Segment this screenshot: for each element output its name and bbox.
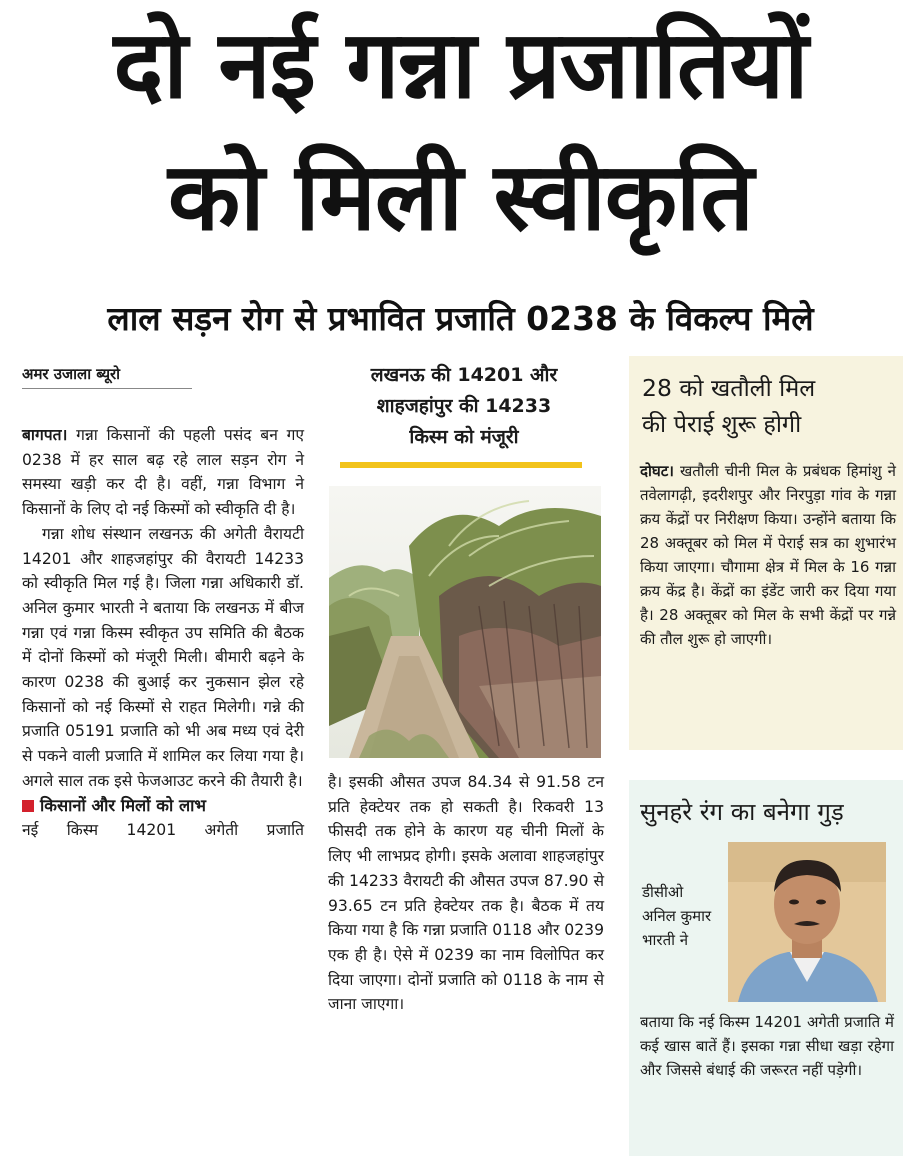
- subheadline: लाल सड़न रोग से प्रभावित प्रजाति 0238 के विकल्प मिले: [107, 299, 814, 338]
- article-paragraph-3-continued: है। इसकी औसत उपज 84.34 से 91.58 टन प्रति हेक्टेयर तक हो सकती है। रिकवरी 13 फीसदी तक होने के कारण यह चीनी मिलों के लिए भी लाभप्रद होगी। इसके अलावा शाहजहांपुर की 14233 वैरायटी की औसत उपज 87.90 से 93.65 टन प्रति हेक्टेयर तक है। बैठक में तय किया गया है कि गन्ना प्रजाति 0118 और 0239 एक ही है। ऐसे में 0239 का नाम विलोपित कर दिया जाएगा। दोनों प्रजाति को 0118 के नाम से जाना जाएगा।: [328, 773, 604, 1014]
- portrait-photo: [728, 842, 886, 1002]
- headline-line-1: दो नई गन्ना प्रजातियों: [113, 11, 808, 120]
- box1-title-line-1: 28 को खतौली मिल: [642, 374, 816, 402]
- box2-side-text: डीसीओ अनिल कुमार भारती ने: [642, 883, 712, 949]
- article-paragraph-1: गन्ना किसानों की पहली पसंद बन गए 0238 में हर साल बढ़ रहे लाल सड़न रोग ने समस्या खड़ी कर दी है। वहीं, गन्ना विभाग ने किसानों के लिए दो नई किस्मों को स्वीकृति दी है।: [22, 426, 304, 519]
- headline: [0, 0, 921, 264]
- photo-caption-line-3: किस्म को मंजूरी: [409, 426, 519, 448]
- box1-title-line-2: की पेराई शुरू होगी: [642, 410, 802, 438]
- photo-caption-line-1: लखनऊ की 14201 और: [370, 364, 558, 386]
- photo-caption: [330, 360, 598, 453]
- box1-text: खतौली चीनी मिल के प्रबंधक हिमांशु ने तवेलागढ़ी, इदरीशपुर और निरपुड़ा गांव के गन्ना क्रय केंद्रों पर निरीक्षण किया। उन्होंने बताया कि 28 अक्तूबर को मिल में पेराई सत्र का शुभारंभ किया जाएगा। चौगामा क्षेत्र में मिल के 16 गन्ना क्रय केंद्र है। केंद्रों का इंडेंट जारी कर दिया गया है। 28 अक्तूबर को मिल के सभी केंद्रों पर गन्ने की तौल शुरू हो जाएगी।: [640, 462, 896, 648]
- box2-title: सुनहरे रंग का बनेगा गुड़: [640, 798, 844, 826]
- article-paragraph-2: गन्ना शोध संस्थान लखनऊ की अगेती वैरायटी 14201 और शाहजहांपुर की वैरायटी 14233 को स्वीकृति मिल गई है। जिला गन्ना अधिकारी डॉ. अनिल कुमार भारती ने बताया कि लखनऊ में बीज गन्ना एवं गन्ना किस्म स्वीकृत उप समिति की बैठक में दोनों किस्मों को मंजूरी मिली। बीमारी बढ़ने के कारण 0238 की बुआई कर नुकसान झेल रहे किसानों को नई किस्मों से राहत मिलेगी। गन्ने की प्रजाति 05191 प्रजाति को भी अब मध्य एवं देरी से पकने वाली प्रजाति में शामिल कर लिया गया है। अगले साल तक इसे फेजआउट करने की तैयारी है।: [22, 524, 304, 790]
- article-column-1: [22, 423, 304, 843]
- photo-caption-line-2: शाहजहांपुर की 14233: [376, 395, 552, 417]
- box1-title: [642, 370, 892, 442]
- article-paragraph-3-start: नई किस्म 14201 अगेती प्रजाति: [22, 821, 304, 840]
- caption-yellow-bar: [340, 462, 582, 468]
- box1-body: [640, 459, 896, 651]
- article-dateline: बागपत।: [22, 426, 68, 444]
- article-subhead: किसानों और मिलों को लाभ: [40, 795, 207, 815]
- article-column-2: [328, 770, 604, 1017]
- red-square-bullet-icon: [22, 800, 34, 812]
- byline: अमर उजाला ब्यूरो: [22, 365, 121, 383]
- box2-body: बताया कि नई किस्म 14201 अगेती प्रजाति में कई खास बातें हैं। इसका गन्ना सीधा खड़ा रहेगा और जिससे बंधाई की जरूरत नहीं पड़ेगी।: [640, 1013, 894, 1079]
- byline-rule: [22, 388, 192, 389]
- sugarcane-field-photo: [329, 486, 601, 758]
- box1-dateline: दोघट।: [640, 462, 674, 480]
- headline-line-2: को मिली स्वीकृति: [168, 143, 753, 252]
